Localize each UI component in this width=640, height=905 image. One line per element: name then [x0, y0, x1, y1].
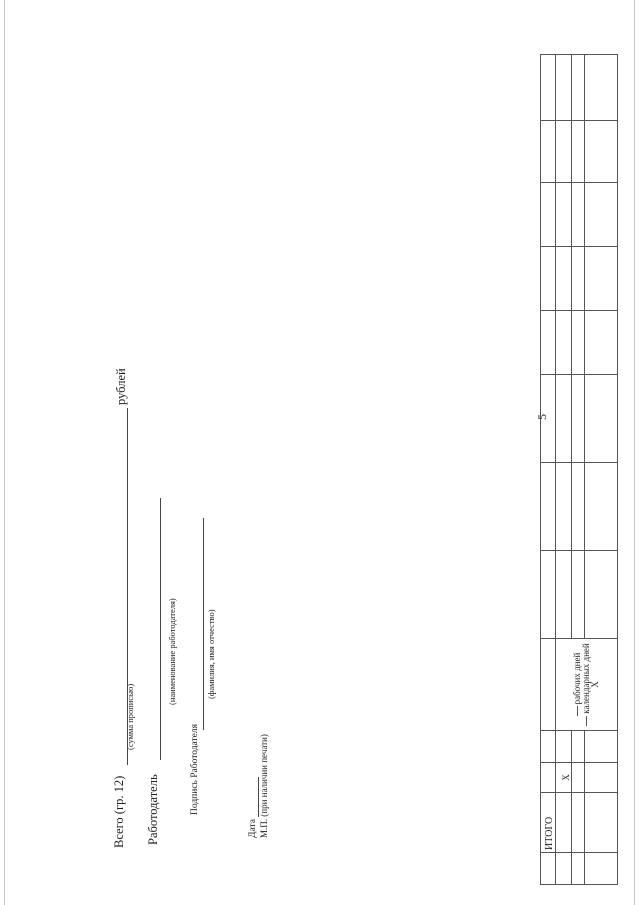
table-cell	[556, 731, 572, 763]
total-label: Всего (гр. 12)	[112, 775, 126, 848]
employer-label: Работодатель	[146, 774, 160, 845]
total-unit: рублей	[114, 368, 128, 405]
table-cell	[572, 853, 585, 885]
itogo-label: ИТОГО	[544, 816, 555, 850]
signature-line[interactable]	[203, 518, 204, 730]
table-row	[541, 55, 556, 885]
table-cell	[541, 551, 556, 639]
table-row	[585, 55, 618, 885]
page-number: 5	[535, 414, 549, 420]
table-cell	[541, 853, 556, 885]
table-cell	[585, 55, 618, 121]
table-cell	[572, 121, 585, 183]
x-mark: X	[590, 681, 600, 688]
working-days-label: рабочих дней	[572, 652, 582, 705]
table-cell	[541, 763, 556, 793]
table-cell	[541, 639, 556, 731]
table-cell	[585, 793, 618, 853]
table-cell	[541, 121, 556, 183]
table-cell	[556, 463, 572, 551]
table-cell	[572, 463, 585, 551]
table-cell	[585, 247, 618, 311]
table-cell	[572, 793, 585, 853]
table-cell	[572, 183, 585, 247]
table-row	[572, 55, 585, 885]
table-cell	[572, 731, 585, 763]
table-cell	[585, 853, 618, 885]
table-cell	[556, 55, 572, 121]
blank-line	[586, 716, 587, 726]
itogo-cell	[541, 793, 556, 853]
signature-hint: (фамилия, имя отчество)	[206, 609, 216, 699]
table-row	[556, 55, 572, 885]
table-cell	[556, 121, 572, 183]
table-cell	[572, 375, 585, 463]
table-cell	[585, 763, 618, 793]
table-cell	[585, 375, 618, 463]
table-cell	[541, 55, 556, 121]
table-cell	[585, 463, 618, 551]
table-cell	[585, 731, 618, 763]
employer-hint: (наименование работодателя)	[167, 598, 177, 705]
date-label: Дата	[248, 819, 258, 838]
signature-label: Подпись Работодателя	[190, 723, 200, 815]
table-cell	[556, 551, 572, 639]
table-cell	[556, 247, 572, 311]
blank-line	[577, 706, 578, 716]
table-cell	[541, 463, 556, 551]
table-cell	[556, 375, 572, 463]
calendar-days-label: календарных дней	[581, 643, 591, 714]
x-mark: X	[561, 774, 571, 781]
table-cell	[541, 183, 556, 247]
table-cell	[556, 183, 572, 247]
x-mark-cell	[556, 763, 572, 793]
table-cell	[572, 55, 585, 121]
days-cell	[556, 639, 618, 731]
table-cell	[541, 375, 556, 463]
table-cell	[585, 121, 618, 183]
table-cell	[541, 247, 556, 311]
table-cell	[541, 731, 556, 763]
table-cell	[572, 551, 585, 639]
table-cell	[556, 853, 572, 885]
employer-name-line[interactable]	[160, 498, 161, 760]
table-cell	[541, 311, 556, 375]
totals-table	[540, 54, 618, 885]
stamp-note: М.П. (при наличии печати)	[259, 734, 269, 838]
table-cell	[585, 311, 618, 375]
table-cell	[572, 247, 585, 311]
table-cell	[556, 793, 572, 853]
table-cell	[585, 183, 618, 247]
table-cell	[572, 763, 585, 793]
table-cell	[556, 311, 572, 375]
table-cell	[572, 311, 585, 375]
table-cell	[585, 551, 618, 639]
total-hint: (сумма прописью)	[125, 683, 135, 750]
